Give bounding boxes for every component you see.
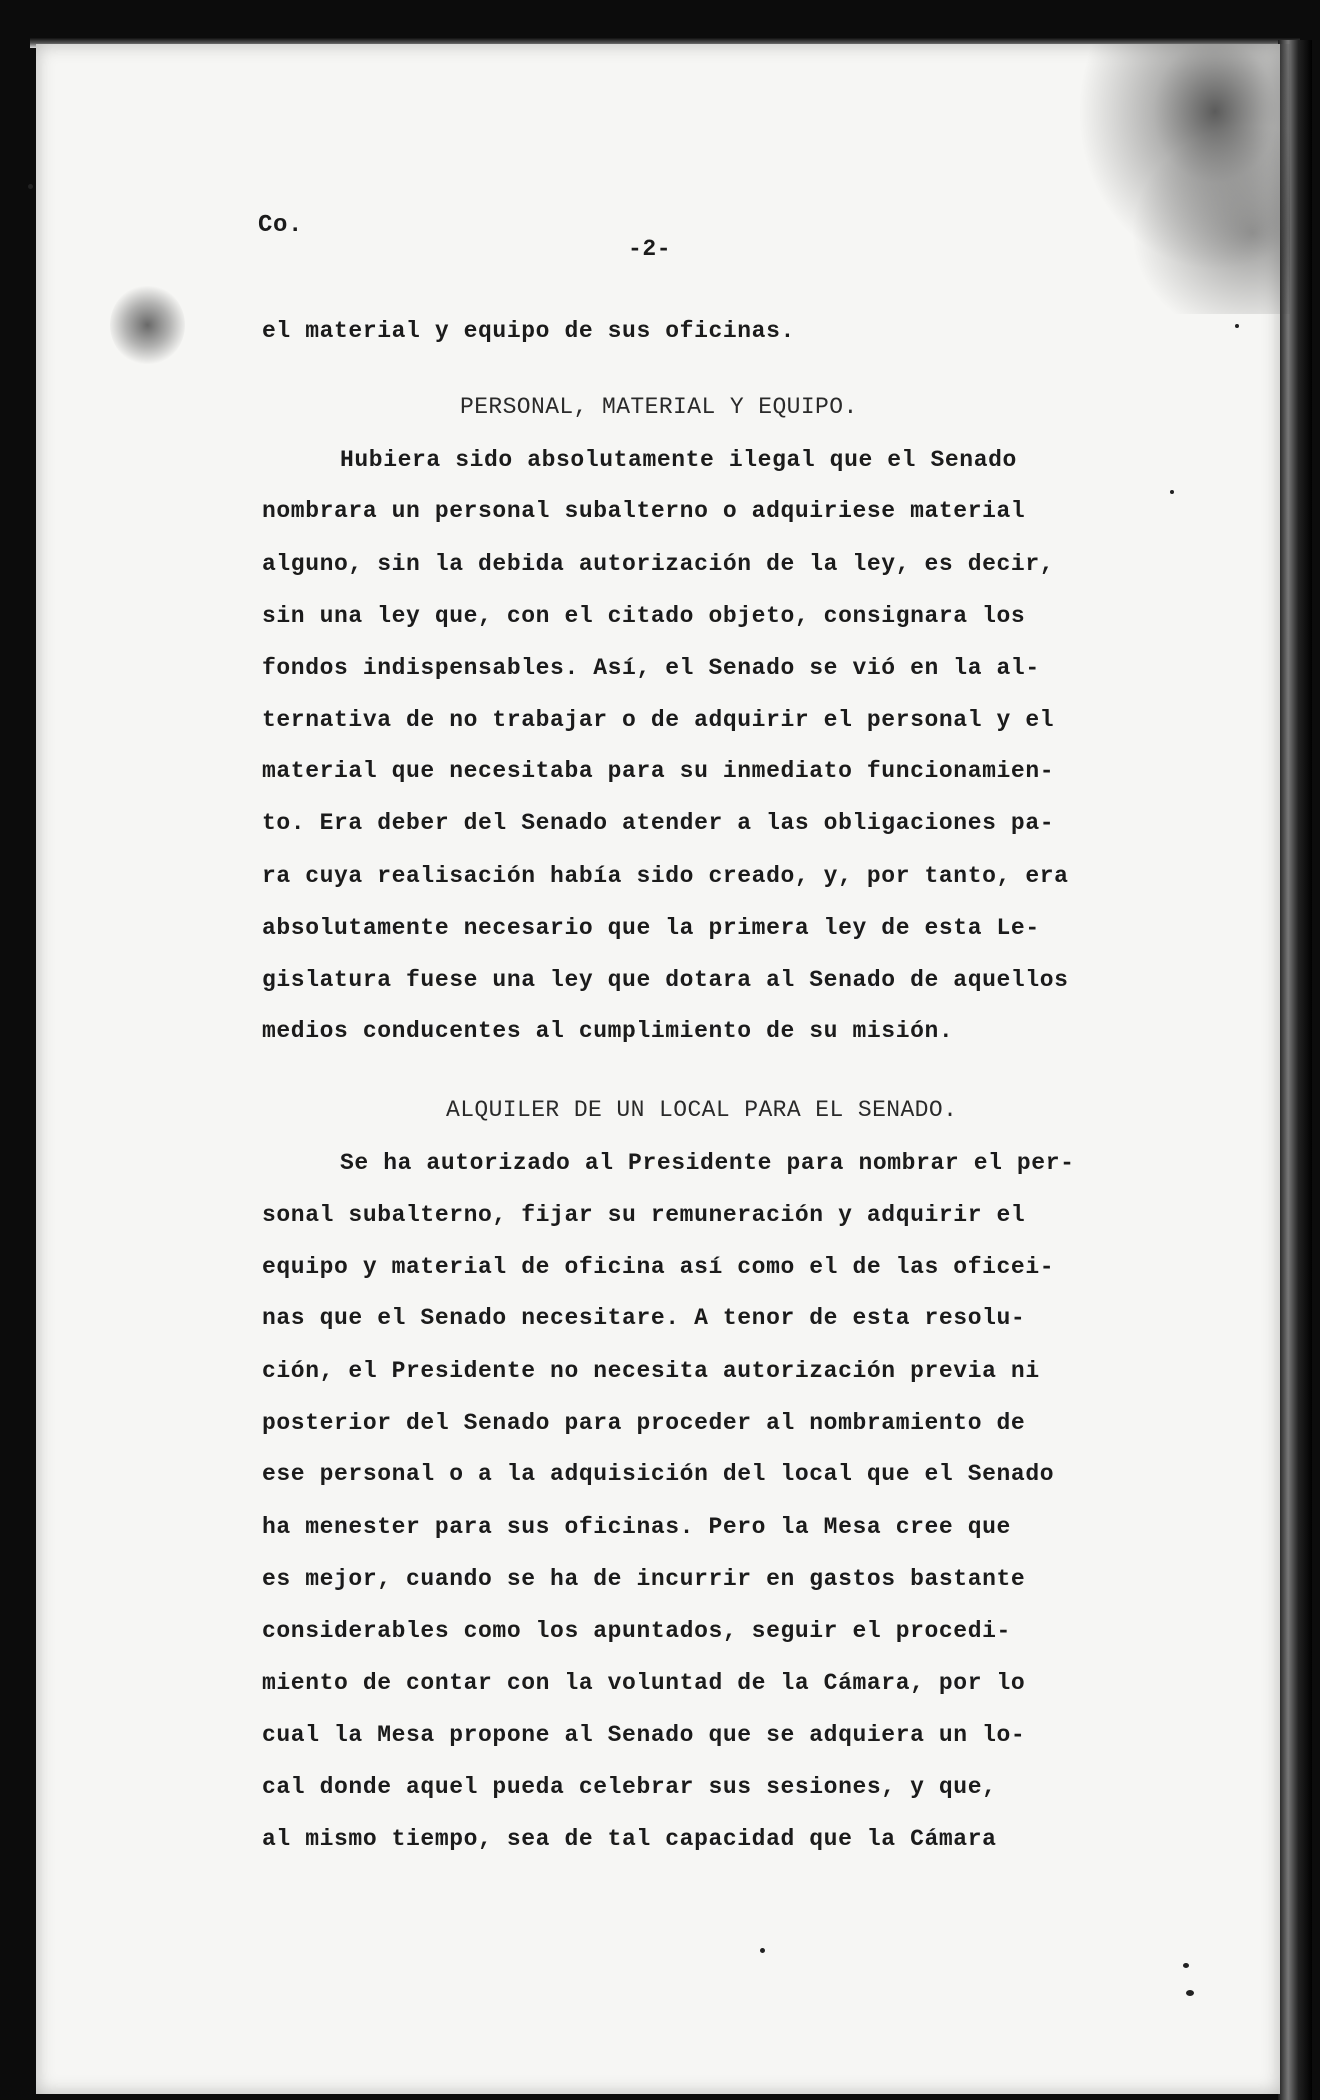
text-line: ción, el Presidente no necesita autorización previa ni <box>262 1358 1040 1384</box>
text-line: cal donde aquel pueda celebrar sus sesiones, y que, <box>262 1774 997 1800</box>
text-line: sin una ley que, con el citado objeto, consignara los <box>262 603 1026 629</box>
text-line: nas que el Senado necesitare. A tenor de esta resolu- <box>262 1305 1026 1331</box>
text-line: ha menester para sus oficinas. Pero la Mesa cree que <box>262 1514 1011 1540</box>
corner-stain <box>1040 44 1290 314</box>
page-number: -2- <box>628 236 672 262</box>
text-line: to. Era deber del Senado atender a las obligaciones pa- <box>262 810 1055 836</box>
text-line: absolutamente necesario que la primera ley de esta Le- <box>262 915 1040 941</box>
text-line: Hubiera sido absolutamente ilegal que el Senado <box>340 447 1017 473</box>
text-line: posterior del Senado para proceder al nombramiento de <box>262 1410 1026 1436</box>
text-line: sonal subalterno, fijar su remuneración y adquirir el <box>262 1202 1026 1228</box>
text-line: fondos indispensables. Así, el Senado se vió en la al- <box>262 655 1040 681</box>
text-line: alguno, sin la debida autorización de la ley, es decir, <box>262 551 1055 577</box>
text-line: ese personal o a la adquisición del local que el Senado <box>262 1461 1055 1487</box>
speck <box>760 1948 765 1953</box>
text-line: es mejor, cuando se ha de incurrir en gastos bastante <box>262 1566 1026 1592</box>
scan-right-edge <box>1278 40 1312 2100</box>
text-line: cual la Mesa propone al Senado que se adquiera un lo- <box>262 1722 1026 1748</box>
header-left: Co. <box>258 212 304 239</box>
text-line: considerables como los apuntados, seguir el procedi- <box>262 1618 1011 1644</box>
text-line: al mismo tiempo, sea de tal capacidad que la Cámara <box>262 1826 997 1852</box>
speck <box>1186 1990 1194 1996</box>
ink-smudge <box>110 285 185 365</box>
text-line: el material y equipo de sus oficinas. <box>262 318 795 344</box>
text-line: nombrara un personal subalterno o adquiriese material <box>262 498 1026 524</box>
speck <box>1183 1963 1189 1968</box>
text-line: equipo y material de oficina así como el de las oficei- <box>262 1254 1055 1280</box>
text-line: medios conducentes al cumplimiento de su misión. <box>262 1018 954 1044</box>
speck <box>1235 324 1239 328</box>
section-heading: PERSONAL, MATERIAL Y EQUIPO. <box>460 394 858 420</box>
text-line: material que necesitaba para su inmediato funcionamien- <box>262 758 1055 784</box>
speck <box>28 184 33 189</box>
text-line: gislatura fuese una ley que dotara al Senado de aquellos <box>262 967 1069 993</box>
text-line: miento de contar con la voluntad de la Cámara, por lo <box>262 1670 1026 1696</box>
text-line: ternativa de no trabajar o de adquirir el personal y el <box>262 707 1055 733</box>
text-line: Se ha autorizado al Presidente para nombrar el per- <box>340 1150 1075 1176</box>
text-line: ra cuya realisación había sido creado, y, por tanto, era <box>262 863 1069 889</box>
section-heading: ALQUILER DE UN LOCAL PARA EL SENADO. <box>446 1097 958 1123</box>
speck <box>1170 490 1174 494</box>
